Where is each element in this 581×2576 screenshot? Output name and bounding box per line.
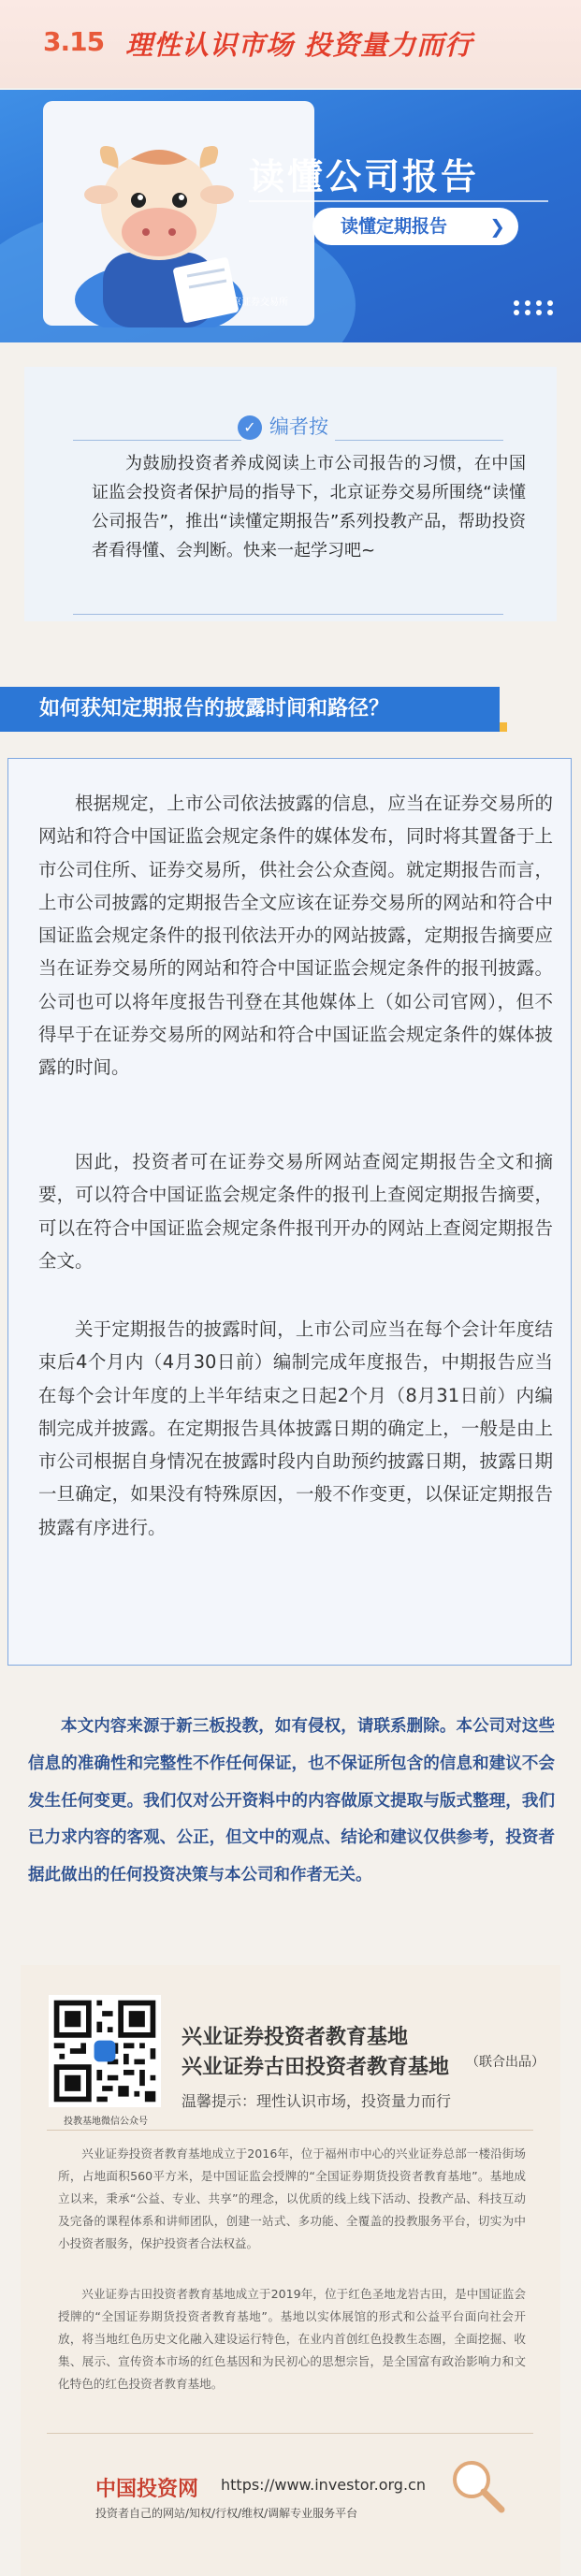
footer-tip: 温馨提示：理性认识市场，投资量力而行 bbox=[182, 2092, 452, 2110]
editor-note-title: 编者按 bbox=[269, 415, 328, 438]
editor-note-card bbox=[24, 367, 557, 621]
disclaimer-text: 本文内容来源于新三板投教，如有侵权，请联系删除。本公司对这些信息的准确性和完整性不作任何保证，也不保证所包含的信息和建议不会发生任何变更。我们仅对公开资料中的内容做原文提取与版式整理，我们已力求内容的客观、公正，但文中的观点、结论和建议仅供参考，投资者据此做出的任何投资决策与本公司和作者无关。 bbox=[28, 1717, 555, 1885]
hero-banner bbox=[0, 90, 581, 342]
315-badge: 3.15 bbox=[43, 26, 105, 57]
body-paragraph-2: 因此，投资者可在证券交易所网站查阅定期报告全文和摘要，可以符合中国证监会规定条件的报刊上查阅定期报告摘要，可以在符合中国证监会规定条件报刊开办的网站上查阅定期报告全文。 bbox=[38, 1151, 553, 1272]
section-heading bbox=[0, 687, 500, 732]
footer-card bbox=[21, 1965, 560, 2576]
hero-subtitle-button[interactable] bbox=[312, 208, 518, 245]
heading-accent bbox=[500, 722, 507, 732]
section-question: 如何获知定期报告的披露时间和路径？ bbox=[39, 697, 390, 720]
hero-subtitle-label: 读懂定期报告 bbox=[341, 216, 448, 237]
joint-production-label: （联合出品） bbox=[466, 2055, 545, 2070]
315-logo bbox=[43, 26, 105, 65]
footer-intro-1: 兴业证券投资者教育基地成立于2016年，位于福州市中心的兴业证券总部一楼沿街场所，占地面积560平方米，是中国证监会授牌的“全国证券期货投资者教育基地”。基地成立以来，秉承“公益、专业、共享”的理念，以优质的线上线下活动、投教产品、科技互动及完备的课程体系和讲师团队，创建一站式、多功能、全覆盖的投教服务平台，切实为中小投资者服务，保护投资者合法权益。 bbox=[58, 2147, 526, 2250]
article-body bbox=[7, 758, 572, 1666]
qr-code-icon[interactable] bbox=[49, 1995, 161, 2107]
top-banner bbox=[0, 0, 581, 88]
banner-slogan: 理性认识市场 投资量力而行 bbox=[125, 29, 473, 61]
investor-site-url[interactable]: https://www.investor.org.cn bbox=[221, 2476, 426, 2494]
footer-intro-2: 兴业证券古田投资者教育基地成立于2019年，位于红色圣地龙岩古田，是中国证监会授牌的“全国证券期货投资者教育基地”。基地以实体展馆的形式和公益平台面向社会开放，将当地红色历史文化融入建设运行特色，在业内首创红色投教生态圈，全面挖掘、收集、展示、宣传资本市场的红色基因和为民初心的思想宗旨，是全国富有政治影响力和文化特色的红色投资者教育基地。 bbox=[58, 2287, 526, 2391]
check-icon: ✓ bbox=[238, 415, 262, 440]
hero-title: 读懂公司报告 bbox=[249, 156, 480, 197]
editor-note-text: 为鼓励投资者养成阅读上市公司报告的习惯，在中国证监会投资者保护局的指导下，北京证券交易所围绕“读懂公司报告”，推出“读懂定期报告”系列投教产品，帮助投资者看得懂、会判断。快来一起学习吧~ bbox=[92, 454, 526, 560]
hero-exchange-tag: 北京证券交易所 bbox=[223, 298, 288, 308]
base-name-1: 兴业证券投资者教育基地 bbox=[182, 2026, 409, 2049]
dots-decoration bbox=[511, 298, 556, 325]
body-paragraph-1: 根据规定，上市公司依法披露的信息，应当在证券交易所的网站和符合中国证监会规定条件的媒体发布，同时将其置备于上市公司住所、证券交易所，供社会公众查阅。就定期报告而言，上市公司披露的定期报告全文应该在证券交易所的网站和符合中国证监会规定条件的报刊依法开办的网站披露，定期报告摘要应当在证券交易所的网站和符合中国证监会规定条件的报刊披露。公司也可以将年度报告刊登在其他媒体上（如公司官网），但不得早于在证券交易所的网站和符合中国证监会规定条件的媒体披露的时间。 bbox=[38, 793, 553, 1079]
investor-site-desc: 投资者自己的网站/知权/行权/维权/调解专业服务平台 bbox=[95, 2507, 358, 2520]
investor-site-logo: 中国投资网 bbox=[95, 2477, 199, 2501]
base-name-2: 兴业证券古田投资者教育基地 bbox=[182, 2056, 450, 2079]
qr-caption: 投教基地微信公众号 bbox=[64, 2117, 148, 2127]
body-paragraph-3: 关于定期报告的披露时间，上市公司应当在每个会计年度结束后4个月内（4月30日前）编制完成年度报告，中期报告应当在每个会计年度的上半年结束之日起2个月（8月31日前）内编制完成并披露。在定期报告具体披露日期的确定上，一般是由上市公司根据自身情况在披露时段内自助预约披露日期，披露日期一旦确定，如果没有特殊原因，一般不作变更，以保证定期报告披露有序进行。 bbox=[38, 1318, 553, 1538]
magnifier-icon bbox=[447, 2455, 507, 2515]
chevron-right-icon: ❯ bbox=[489, 215, 505, 238]
